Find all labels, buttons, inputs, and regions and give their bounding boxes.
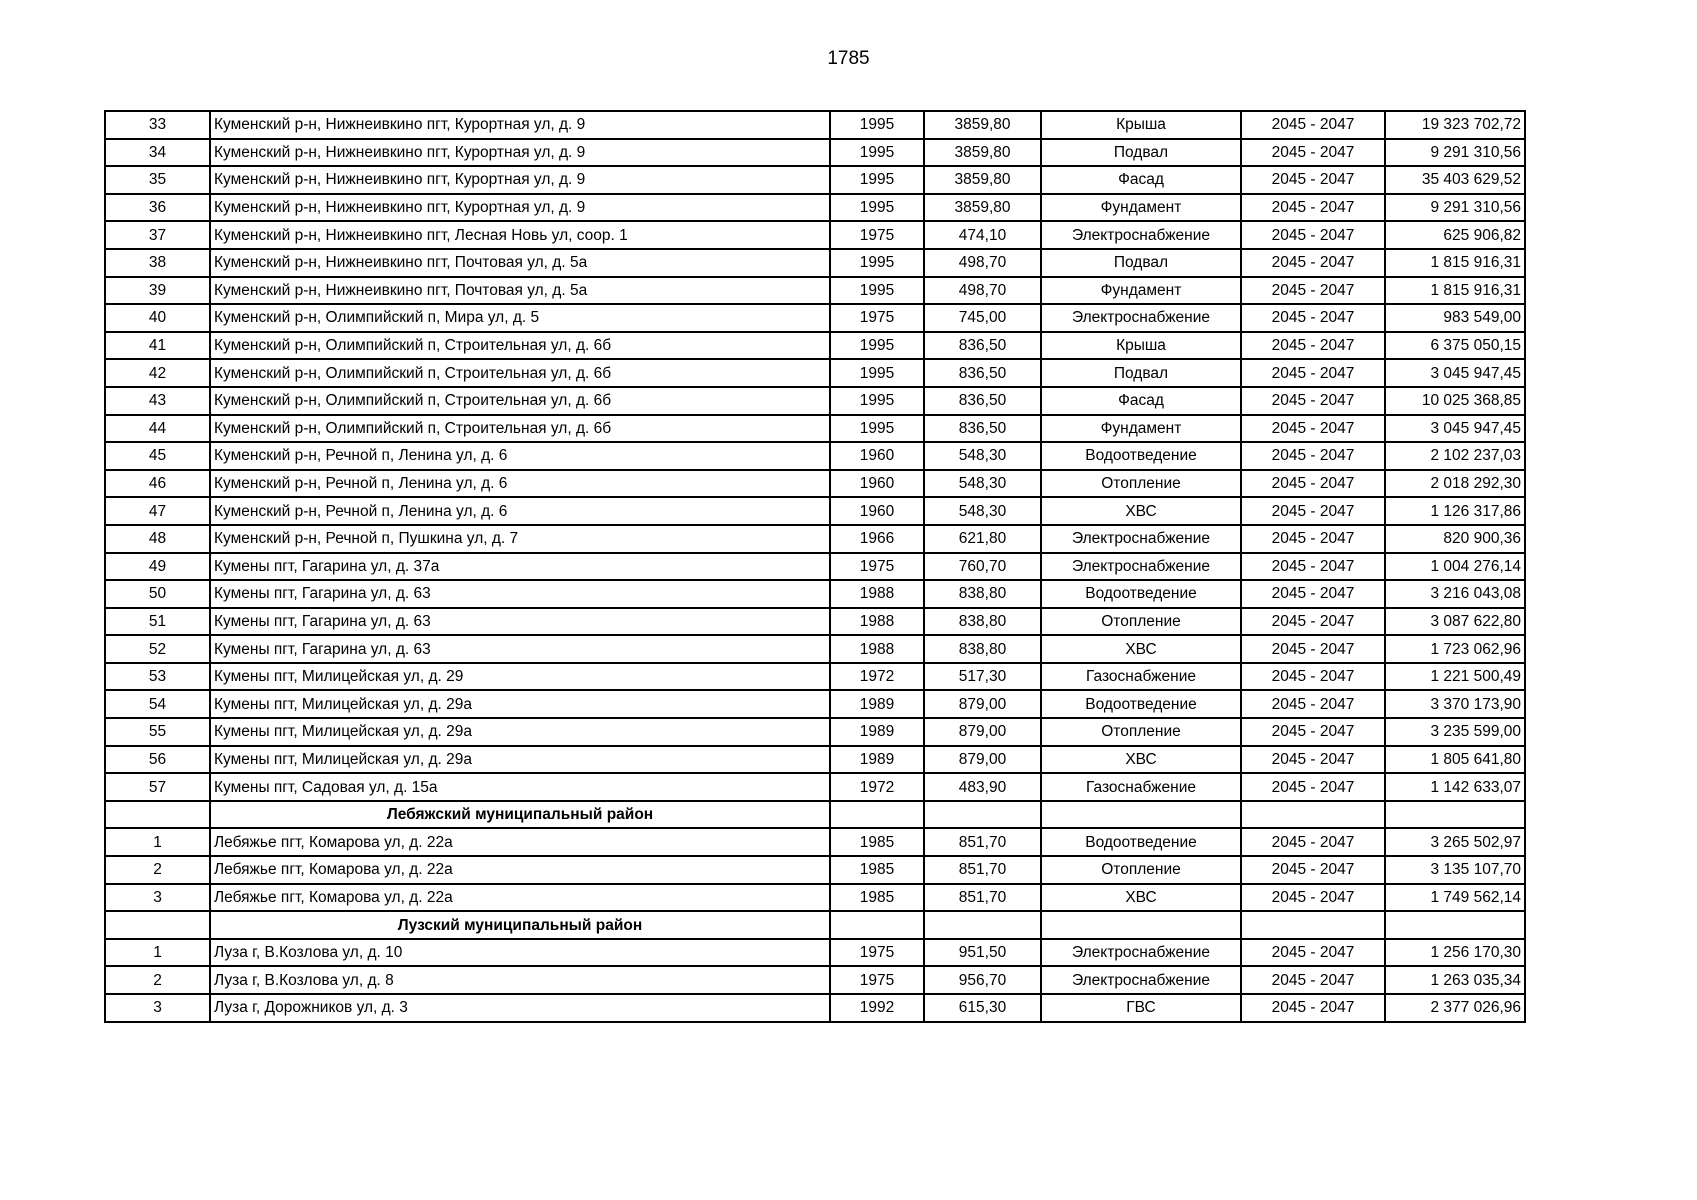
year-built-cell (830, 911, 924, 939)
year-built-cell: 1989 (830, 690, 924, 718)
area-cell: 548,30 (924, 497, 1041, 525)
period-cell: 2045 - 2047 (1241, 718, 1385, 746)
year-built-cell: 1995 (830, 111, 924, 139)
row-number-cell: 43 (105, 387, 210, 415)
table-row (105, 194, 1525, 222)
row-number-cell (105, 801, 210, 829)
address-cell: Куменский р-н, Нижнеивкино пгт, Почтовая ул, д. 5а (210, 277, 830, 305)
year-built-cell: 1960 (830, 442, 924, 470)
area-cell: 760,70 (924, 553, 1041, 581)
table-body (105, 111, 1525, 1022)
row-number-cell: 44 (105, 415, 210, 443)
cost-cell: 3 087 622,80 (1385, 608, 1525, 636)
area-cell: 951,50 (924, 939, 1041, 967)
row-number-cell: 39 (105, 277, 210, 305)
address-cell: Куменский р-н, Нижнеивкино пгт, Курортная ул, д. 9 (210, 139, 830, 167)
work-type-cell: Газоснабжение (1041, 663, 1241, 691)
cost-cell: 1 805 641,80 (1385, 746, 1525, 774)
work-type-cell (1041, 801, 1241, 829)
address-cell: Кумены пгт, Гагарина ул, д. 37а (210, 553, 830, 581)
cost-cell: 1 221 500,49 (1385, 663, 1525, 691)
cost-cell: 10 025 368,85 (1385, 387, 1525, 415)
work-type-cell: Электроснабжение (1041, 966, 1241, 994)
table-row (105, 994, 1525, 1022)
table-row (105, 580, 1525, 608)
area-cell: 621,80 (924, 525, 1041, 553)
work-type-cell: Электроснабжение (1041, 304, 1241, 332)
table-row (105, 939, 1525, 967)
row-number-cell: 49 (105, 553, 210, 581)
period-cell: 2045 - 2047 (1241, 221, 1385, 249)
table-row (105, 415, 1525, 443)
cost-cell: 2 018 292,30 (1385, 470, 1525, 498)
period-cell: 2045 - 2047 (1241, 139, 1385, 167)
area-cell (924, 801, 1041, 829)
address-cell: Кумены пгт, Гагарина ул, д. 63 (210, 608, 830, 636)
year-built-cell: 1972 (830, 663, 924, 691)
cost-cell: 9 291 310,56 (1385, 139, 1525, 167)
period-cell: 2045 - 2047 (1241, 470, 1385, 498)
table-row (105, 139, 1525, 167)
work-type-cell: Водоотведение (1041, 690, 1241, 718)
row-number-cell: 2 (105, 966, 210, 994)
work-type-cell: Отопление (1041, 718, 1241, 746)
row-number-cell: 54 (105, 690, 210, 718)
work-type-cell: Водоотведение (1041, 580, 1241, 608)
section-title: Лебяжский муниципальный район (210, 801, 830, 829)
cost-cell: 3 265 502,97 (1385, 828, 1525, 856)
area-cell: 879,00 (924, 690, 1041, 718)
year-built-cell: 1960 (830, 470, 924, 498)
period-cell: 2045 - 2047 (1241, 884, 1385, 912)
period-cell: 2045 - 2047 (1241, 525, 1385, 553)
work-type-cell: Фасад (1041, 166, 1241, 194)
work-type-cell: ХВС (1041, 497, 1241, 525)
year-built-cell: 1975 (830, 966, 924, 994)
area-cell: 838,80 (924, 635, 1041, 663)
work-type-cell: Водоотведение (1041, 828, 1241, 856)
cost-cell: 1 749 562,14 (1385, 884, 1525, 912)
area-cell: 851,70 (924, 856, 1041, 884)
table-row (105, 221, 1525, 249)
area-cell: 498,70 (924, 277, 1041, 305)
address-cell: Луза г, В.Козлова ул, д. 8 (210, 966, 830, 994)
cost-cell: 3 135 107,70 (1385, 856, 1525, 884)
row-number-cell: 1 (105, 939, 210, 967)
period-cell: 2045 - 2047 (1241, 580, 1385, 608)
page-number: 1785 (827, 48, 870, 69)
table-row (105, 387, 1525, 415)
cost-cell: 1 004 276,14 (1385, 553, 1525, 581)
work-type-cell: Отопление (1041, 856, 1241, 884)
area-cell: 879,00 (924, 746, 1041, 774)
section-title: Лузский муниципальный район (210, 911, 830, 939)
area-cell: 879,00 (924, 718, 1041, 746)
table-row (105, 690, 1525, 718)
year-built-cell: 1975 (830, 304, 924, 332)
table-row (105, 884, 1525, 912)
work-type-cell: Электроснабжение (1041, 221, 1241, 249)
period-cell: 2045 - 2047 (1241, 194, 1385, 222)
address-cell: Кумены пгт, Милицейская ул, д. 29а (210, 718, 830, 746)
work-type-cell: Крыша (1041, 332, 1241, 360)
year-built-cell: 1989 (830, 746, 924, 774)
cost-cell: 1 263 035,34 (1385, 966, 1525, 994)
address-cell: Кумены пгт, Садовая ул, д. 15а (210, 773, 830, 801)
cost-cell: 1 815 916,31 (1385, 249, 1525, 277)
period-cell: 2045 - 2047 (1241, 415, 1385, 443)
work-type-cell: ХВС (1041, 635, 1241, 663)
cost-cell: 1 723 062,96 (1385, 635, 1525, 663)
cost-cell (1385, 801, 1525, 829)
year-built-cell: 1985 (830, 856, 924, 884)
cost-cell: 2 377 026,96 (1385, 994, 1525, 1022)
row-number-cell: 55 (105, 718, 210, 746)
row-number-cell: 51 (105, 608, 210, 636)
area-cell: 836,50 (924, 387, 1041, 415)
area-cell: 836,50 (924, 415, 1041, 443)
row-number-cell: 36 (105, 194, 210, 222)
row-number-cell: 53 (105, 663, 210, 691)
address-cell: Лебяжье пгт, Комарова ул, д. 22а (210, 828, 830, 856)
table-row (105, 966, 1525, 994)
work-type-cell: Отопление (1041, 608, 1241, 636)
address-cell: Куменский р-н, Нижнеивкино пгт, Курортная ул, д. 9 (210, 111, 830, 139)
registry-table (104, 110, 1526, 1023)
row-number-cell: 1 (105, 828, 210, 856)
row-number-cell: 35 (105, 166, 210, 194)
year-built-cell: 1975 (830, 221, 924, 249)
cost-cell: 1 256 170,30 (1385, 939, 1525, 967)
row-number-cell: 40 (105, 304, 210, 332)
table-row (105, 470, 1525, 498)
address-cell: Куменский р-н, Нижнеивкино пгт, Почтовая ул, д. 5а (210, 249, 830, 277)
cost-cell: 3 235 599,00 (1385, 718, 1525, 746)
area-cell: 548,30 (924, 470, 1041, 498)
area-cell: 3859,80 (924, 111, 1041, 139)
cost-cell: 1 142 633,07 (1385, 773, 1525, 801)
row-number-cell: 48 (105, 525, 210, 553)
address-cell: Кумены пгт, Милицейская ул, д. 29а (210, 746, 830, 774)
address-cell: Куменский р-н, Нижнеивкино пгт, Курортная ул, д. 9 (210, 194, 830, 222)
year-built-cell: 1995 (830, 249, 924, 277)
period-cell: 2045 - 2047 (1241, 746, 1385, 774)
address-cell: Луза г, Дорожников ул, д. 3 (210, 994, 830, 1022)
table-row (105, 773, 1525, 801)
row-number-cell: 41 (105, 332, 210, 360)
period-cell: 2045 - 2047 (1241, 277, 1385, 305)
table-row (105, 304, 1525, 332)
period-cell: 2045 - 2047 (1241, 359, 1385, 387)
table-row (105, 332, 1525, 360)
work-type-cell: ХВС (1041, 746, 1241, 774)
table-row (105, 635, 1525, 663)
table-row (105, 608, 1525, 636)
cost-cell: 3 216 043,08 (1385, 580, 1525, 608)
table-row (105, 359, 1525, 387)
section-row (105, 911, 1525, 939)
cost-cell: 3 370 173,90 (1385, 690, 1525, 718)
year-built-cell: 1966 (830, 525, 924, 553)
row-number-cell: 56 (105, 746, 210, 774)
year-built-cell: 1995 (830, 194, 924, 222)
cost-cell: 2 102 237,03 (1385, 442, 1525, 470)
cost-cell: 19 323 702,72 (1385, 111, 1525, 139)
cost-cell: 1 815 916,31 (1385, 277, 1525, 305)
address-cell: Кумены пгт, Милицейская ул, д. 29 (210, 663, 830, 691)
area-cell: 483,90 (924, 773, 1041, 801)
table-row (105, 746, 1525, 774)
table-row (105, 663, 1525, 691)
row-number-cell: 47 (105, 497, 210, 525)
row-number-cell: 57 (105, 773, 210, 801)
address-cell: Куменский р-н, Нижнеивкино пгт, Курортная ул, д. 9 (210, 166, 830, 194)
cost-cell: 3 045 947,45 (1385, 415, 1525, 443)
year-built-cell: 1975 (830, 939, 924, 967)
address-cell: Кумены пгт, Милицейская ул, д. 29а (210, 690, 830, 718)
area-cell: 851,70 (924, 828, 1041, 856)
work-type-cell: ХВС (1041, 884, 1241, 912)
table-row (105, 277, 1525, 305)
area-cell: 3859,80 (924, 139, 1041, 167)
period-cell: 2045 - 2047 (1241, 856, 1385, 884)
year-built-cell: 1992 (830, 994, 924, 1022)
address-cell: Куменский р-н, Речной п, Пушкина ул, д. 7 (210, 525, 830, 553)
work-type-cell: Фундамент (1041, 277, 1241, 305)
area-cell: 838,80 (924, 608, 1041, 636)
table-row (105, 525, 1525, 553)
period-cell: 2045 - 2047 (1241, 442, 1385, 470)
table-row (105, 856, 1525, 884)
period-cell: 2045 - 2047 (1241, 111, 1385, 139)
row-number-cell: 38 (105, 249, 210, 277)
address-cell: Куменский р-н, Нижнеивкино пгт, Лесная Новь ул, соор. 1 (210, 221, 830, 249)
area-cell: 517,30 (924, 663, 1041, 691)
area-cell: 3859,80 (924, 166, 1041, 194)
year-built-cell: 1988 (830, 635, 924, 663)
work-type-cell: Подвал (1041, 139, 1241, 167)
area-cell: 548,30 (924, 442, 1041, 470)
area-cell: 838,80 (924, 580, 1041, 608)
period-cell: 2045 - 2047 (1241, 690, 1385, 718)
table-row (105, 442, 1525, 470)
period-cell: 2045 - 2047 (1241, 166, 1385, 194)
period-cell: 2045 - 2047 (1241, 497, 1385, 525)
year-built-cell: 1985 (830, 828, 924, 856)
row-number-cell: 33 (105, 111, 210, 139)
year-built-cell: 1988 (830, 608, 924, 636)
row-number-cell: 37 (105, 221, 210, 249)
period-cell (1241, 911, 1385, 939)
cost-cell: 9 291 310,56 (1385, 194, 1525, 222)
address-cell: Лебяжье пгт, Комарова ул, д. 22а (210, 884, 830, 912)
work-type-cell: Фасад (1041, 387, 1241, 415)
area-cell (924, 911, 1041, 939)
work-type-cell: Отопление (1041, 470, 1241, 498)
address-cell: Куменский р-н, Олимпийский п, Строительная ул, д. 6б (210, 332, 830, 360)
year-built-cell: 1995 (830, 277, 924, 305)
work-type-cell: Фундамент (1041, 415, 1241, 443)
row-number-cell: 45 (105, 442, 210, 470)
period-cell: 2045 - 2047 (1241, 635, 1385, 663)
period-cell: 2045 - 2047 (1241, 994, 1385, 1022)
area-cell: 851,70 (924, 884, 1041, 912)
area-cell: 956,70 (924, 966, 1041, 994)
area-cell: 836,50 (924, 359, 1041, 387)
area-cell: 474,10 (924, 221, 1041, 249)
section-row (105, 801, 1525, 829)
year-built-cell: 1989 (830, 718, 924, 746)
address-cell: Кумены пгт, Гагарина ул, д. 63 (210, 635, 830, 663)
period-cell: 2045 - 2047 (1241, 608, 1385, 636)
work-type-cell: Подвал (1041, 249, 1241, 277)
address-cell: Луза г, В.Козлова ул, д. 10 (210, 939, 830, 967)
address-cell: Кумены пгт, Гагарина ул, д. 63 (210, 580, 830, 608)
year-built-cell: 1972 (830, 773, 924, 801)
address-cell: Куменский р-н, Олимпийский п, Строительная ул, д. 6б (210, 359, 830, 387)
period-cell: 2045 - 2047 (1241, 663, 1385, 691)
cost-cell: 983 549,00 (1385, 304, 1525, 332)
row-number-cell: 3 (105, 994, 210, 1022)
work-type-cell: Электроснабжение (1041, 553, 1241, 581)
table-row (105, 828, 1525, 856)
work-type-cell: ГВС (1041, 994, 1241, 1022)
work-type-cell: Фундамент (1041, 194, 1241, 222)
year-built-cell: 1995 (830, 359, 924, 387)
address-cell: Куменский р-н, Олимпийский п, Строительная ул, д. 6б (210, 415, 830, 443)
period-cell: 2045 - 2047 (1241, 304, 1385, 332)
table-row (105, 553, 1525, 581)
row-number-cell: 52 (105, 635, 210, 663)
cost-cell: 3 045 947,45 (1385, 359, 1525, 387)
year-built-cell: 1988 (830, 580, 924, 608)
year-built-cell: 1985 (830, 884, 924, 912)
period-cell: 2045 - 2047 (1241, 553, 1385, 581)
cost-cell: 6 375 050,15 (1385, 332, 1525, 360)
cost-cell: 820 900,36 (1385, 525, 1525, 553)
row-number-cell: 50 (105, 580, 210, 608)
period-cell: 2045 - 2047 (1241, 387, 1385, 415)
cost-cell: 35 403 629,52 (1385, 166, 1525, 194)
period-cell (1241, 801, 1385, 829)
row-number-cell: 42 (105, 359, 210, 387)
table-row (105, 718, 1525, 746)
address-cell: Куменский р-н, Речной п, Ленина ул, д. 6 (210, 497, 830, 525)
table-row (105, 166, 1525, 194)
year-built-cell: 1960 (830, 497, 924, 525)
period-cell: 2045 - 2047 (1241, 966, 1385, 994)
row-number-cell: 34 (105, 139, 210, 167)
period-cell: 2045 - 2047 (1241, 828, 1385, 856)
area-cell: 615,30 (924, 994, 1041, 1022)
area-cell: 836,50 (924, 332, 1041, 360)
work-type-cell (1041, 911, 1241, 939)
address-cell: Куменский р-н, Олимпийский п, Строительная ул, д. 6б (210, 387, 830, 415)
period-cell: 2045 - 2047 (1241, 332, 1385, 360)
row-number-cell: 2 (105, 856, 210, 884)
work-type-cell: Крыша (1041, 111, 1241, 139)
year-built-cell: 1975 (830, 553, 924, 581)
row-number-cell: 46 (105, 470, 210, 498)
work-type-cell: Водоотведение (1041, 442, 1241, 470)
year-built-cell: 1995 (830, 139, 924, 167)
period-cell: 2045 - 2047 (1241, 939, 1385, 967)
address-cell: Куменский р-н, Речной п, Ленина ул, д. 6 (210, 442, 830, 470)
cost-cell: 1 126 317,86 (1385, 497, 1525, 525)
work-type-cell: Газоснабжение (1041, 773, 1241, 801)
table-row (105, 111, 1525, 139)
row-number-cell (105, 911, 210, 939)
year-built-cell: 1995 (830, 166, 924, 194)
period-cell: 2045 - 2047 (1241, 773, 1385, 801)
area-cell: 3859,80 (924, 194, 1041, 222)
work-type-cell: Электроснабжение (1041, 525, 1241, 553)
address-cell: Куменский р-н, Речной п, Ленина ул, д. 6 (210, 470, 830, 498)
area-cell: 498,70 (924, 249, 1041, 277)
cost-cell: 625 906,82 (1385, 221, 1525, 249)
row-number-cell: 3 (105, 884, 210, 912)
table-row (105, 497, 1525, 525)
year-built-cell: 1995 (830, 387, 924, 415)
year-built-cell: 1995 (830, 332, 924, 360)
table-row (105, 249, 1525, 277)
work-type-cell: Электроснабжение (1041, 939, 1241, 967)
area-cell: 745,00 (924, 304, 1041, 332)
cost-cell (1385, 911, 1525, 939)
year-built-cell (830, 801, 924, 829)
address-cell: Лебяжье пгт, Комарова ул, д. 22а (210, 856, 830, 884)
work-type-cell: Подвал (1041, 359, 1241, 387)
period-cell: 2045 - 2047 (1241, 249, 1385, 277)
year-built-cell: 1995 (830, 415, 924, 443)
address-cell: Куменский р-н, Олимпийский п, Мира ул, д. 5 (210, 304, 830, 332)
